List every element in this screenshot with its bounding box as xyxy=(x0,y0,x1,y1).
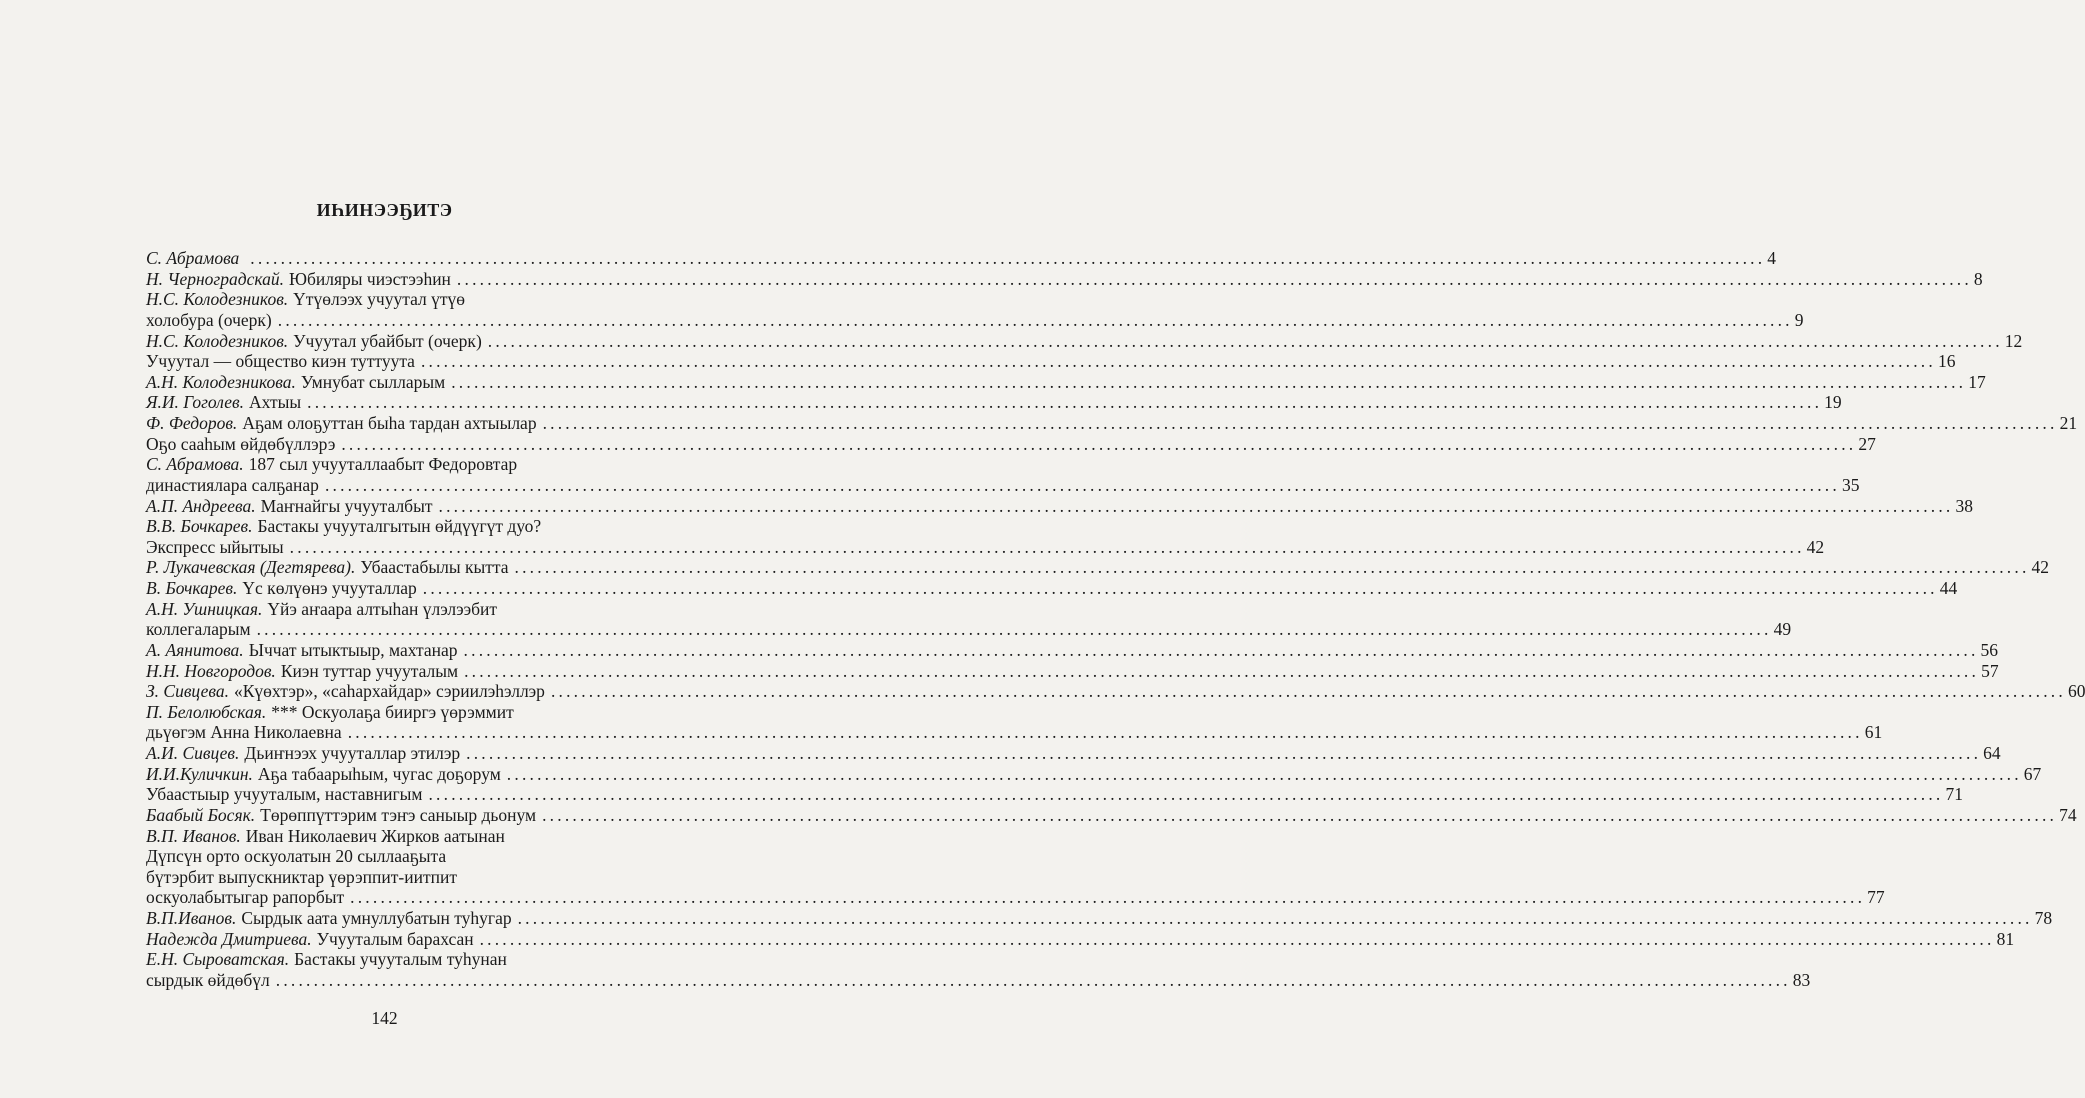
dot-leader: ........................................................................................................................................................................................................ xyxy=(256,619,1772,640)
toc-title: дьүөгэм Анна Николаевна xyxy=(146,722,342,743)
toc-author: А.Н. Ушницкая. xyxy=(146,598,263,619)
toc-line xyxy=(146,599,684,620)
toc-page-number: 27 xyxy=(1858,433,1876,454)
toc-entry xyxy=(146,701,1883,743)
toc-line xyxy=(146,536,1825,558)
toc-line xyxy=(146,887,1885,908)
toc-title: Иван Николаевич Жирков аатынан xyxy=(245,825,505,846)
dot-leader: ........................................................................................................................................................................................................ xyxy=(464,660,1980,681)
toc-entry xyxy=(146,413,2078,434)
toc-line xyxy=(146,433,1876,455)
toc-entry xyxy=(146,763,2042,785)
toc-entry xyxy=(146,784,1963,805)
toc-page-number: 81 xyxy=(1996,928,2015,949)
toc-entry xyxy=(146,681,2085,702)
toc-line xyxy=(146,248,1777,269)
toc-author: А.И. Сивцев. xyxy=(146,743,240,763)
toc-line xyxy=(146,763,2042,785)
toc-title: Үс көлүөнэ учууталлар xyxy=(242,578,417,598)
toc-author: И.И.Куличкин. xyxy=(146,763,253,784)
toc-line xyxy=(146,289,684,310)
toc-author: В. Бочкарев. xyxy=(146,578,238,598)
toc-page-number: 77 xyxy=(1867,887,1885,908)
toc-page-number: 67 xyxy=(2023,763,2042,784)
toc-title: *** Оскуолаҕа бииргэ үөрэммит xyxy=(271,701,514,722)
toc-page-number: 17 xyxy=(1968,371,1986,392)
toc-line xyxy=(146,495,1973,517)
toc-line xyxy=(146,867,684,888)
toc-line xyxy=(146,619,1792,640)
toc-title: Бастакы учууталым туһунан xyxy=(294,949,507,970)
toc-author: Ф. Федоров. xyxy=(146,413,238,433)
toc-author: Н.С. Колодезников. xyxy=(146,289,289,310)
toc-title: Киэн туттар учууталым xyxy=(280,660,459,681)
toc-page-number: 83 xyxy=(1792,969,1811,990)
toc-title: холобура (очерк) xyxy=(146,309,272,330)
toc-author: В.П.Иванов. xyxy=(146,908,237,928)
toc-title: Умнубат сылларым xyxy=(300,371,446,392)
toc-page-number: 4 xyxy=(1767,248,1777,268)
toc-title: Экспресс ыйытыы xyxy=(146,536,284,557)
toc-line xyxy=(146,392,1842,413)
dot-leader: ........................................................................................................................................................................................................ xyxy=(289,536,1805,557)
toc-line xyxy=(146,351,1956,372)
toc-page-number: 56 xyxy=(1980,639,1999,660)
dot-leader: ........................................................................................................................................................................................................ xyxy=(451,371,1967,392)
toc-line xyxy=(146,949,684,970)
toc-title: оскуолабытыгар рапорбыт xyxy=(146,887,345,908)
toc-page-number: 8 xyxy=(1973,268,1983,289)
dot-leader: ........................................................................................................................................................................................................ xyxy=(341,433,1857,454)
toc-author: А.П. Андреева. xyxy=(146,495,256,516)
toc-title: Маҥнайгы учууталбыт xyxy=(260,495,433,516)
toc-line xyxy=(146,702,684,723)
toc-line xyxy=(146,413,2078,434)
toc-page-number: 61 xyxy=(1864,722,1883,743)
dot-leader: ........................................................................................................................................................................................................ xyxy=(466,743,1982,763)
toc-page-number: 64 xyxy=(1983,743,2001,763)
page-title: ИҺИНЭЭҔИТЭ xyxy=(316,200,453,220)
toc-line xyxy=(146,846,684,867)
toc-entry xyxy=(146,454,1860,495)
toc-author: З. Сивцева. xyxy=(146,681,229,702)
toc-author: В.В. Бочкарев. xyxy=(146,516,253,537)
toc-author: С. Абрамова xyxy=(146,248,240,268)
toc-title: Үтүөлээх учуутал үтүө xyxy=(293,289,465,310)
dot-leader: ........................................................................................................................................................................................................ xyxy=(428,784,1944,805)
toc-author: Н.С. Колодезников. xyxy=(146,330,289,351)
toc-page-number: 78 xyxy=(2034,908,2053,928)
toc-title: Убаастабылы кытта xyxy=(360,557,509,578)
toc-line xyxy=(146,681,2085,702)
toc-entry xyxy=(146,949,1811,990)
toc-page-number: 60 xyxy=(2067,681,2085,702)
toc-title: бүтэрбит выпускниктар үөрэппит-иитпит xyxy=(146,866,457,887)
toc-title: Убаастыыр учууталым, наставнигым xyxy=(146,784,423,805)
toc-author: Е.Н. Сыроватская. xyxy=(146,949,290,970)
toc-entry xyxy=(146,351,1956,372)
toc-line xyxy=(146,969,1811,991)
toc-line xyxy=(146,578,1958,599)
toc-entry xyxy=(146,928,2015,950)
toc-line xyxy=(146,330,2023,352)
toc-title: сырдык өйдөбүл xyxy=(146,969,270,990)
toc-page-number: 9 xyxy=(1794,309,1804,330)
toc-title: Ыччат ытыктыыр, махтанар xyxy=(248,639,458,660)
toc-line xyxy=(146,371,1986,393)
toc-page-number: 16 xyxy=(1937,351,1956,372)
dot-leader: ........................................................................................................................................................................................................ xyxy=(347,722,1863,743)
toc-entry xyxy=(146,908,2053,929)
toc-entry xyxy=(146,268,1983,290)
toc-title: 187 сыл учууталлаабыт Федоровтар xyxy=(248,454,518,475)
toc-title: Аҕам олоҕуттан быһа тардан ахтыылар xyxy=(242,413,537,433)
toc-entry xyxy=(146,557,2050,578)
toc-line xyxy=(146,454,684,475)
dot-leader: ........................................................................................................................................................................................................ xyxy=(479,928,1995,949)
toc-line xyxy=(146,908,2053,929)
page-number: 142 xyxy=(371,1008,398,1028)
toc-title: Дьиҥнээх учууталлар этилэр xyxy=(244,743,461,763)
toc-line xyxy=(146,557,2050,578)
toc-entry xyxy=(146,804,2077,826)
toc-entry xyxy=(146,660,1999,682)
toc-line xyxy=(146,639,1999,661)
toc-page-number: 71 xyxy=(1945,784,1963,805)
toc-line xyxy=(146,474,1860,496)
toc-page-number: 19 xyxy=(1824,392,1842,413)
dot-leader: ........................................................................................................................................................................................................ xyxy=(463,639,1979,660)
toc-line xyxy=(146,660,1999,682)
toc-page-number: 12 xyxy=(2004,330,2023,351)
dot-leader: ........................................................................................................................................................................................................ xyxy=(456,268,1972,289)
toc-author: Я.И. Гоголев. xyxy=(146,392,245,413)
toc-entry xyxy=(146,495,1973,517)
toc-entry xyxy=(146,578,1958,599)
toc-entry xyxy=(146,289,1804,330)
toc-page-number: 21 xyxy=(2059,413,2078,433)
dot-leader: ........................................................................................................................................................................................................ xyxy=(550,681,2066,702)
toc-page-number: 42 xyxy=(1806,536,1825,557)
toc-line xyxy=(146,309,1804,331)
toc-page-number: 74 xyxy=(2059,804,2077,825)
toc-entry xyxy=(146,248,1777,269)
dot-leader: ........................................................................................................................................................................................................ xyxy=(350,887,1866,908)
toc-entry xyxy=(146,392,1842,413)
dot-leader: ........................................................................................................................................................................................................ xyxy=(438,495,1954,516)
toc-page-number: 49 xyxy=(1773,619,1792,640)
toc-title: Үйэ аҥаара алтыһан үлэлээбит xyxy=(267,598,498,619)
dot-leader: ........................................................................................................................................................................................................ xyxy=(420,351,1936,372)
toc-author: Н.Н. Новгородов. xyxy=(146,660,276,681)
toc-line xyxy=(146,804,2077,826)
toc-title: Учууталым барахсан xyxy=(316,928,474,949)
toc-entry xyxy=(146,825,1885,909)
toc-title: Аҕа табаарыһым, чугас доҕорум xyxy=(257,763,501,784)
toc-line xyxy=(146,826,684,847)
toc-line xyxy=(146,268,1983,290)
dot-leader: ........................................................................................................................................................................................................ xyxy=(542,804,2058,825)
toc-author: В.П. Иванов. xyxy=(146,825,241,846)
dot-leader: ........................................................................................................................................................................................................ xyxy=(517,908,2033,928)
toc-title: Учуутал — общество киэн туттуута xyxy=(146,351,415,372)
toc-title: «Күөхтэр», «саһархайдар» сэриилэһэллэр xyxy=(234,681,545,702)
toc-page-number: 57 xyxy=(1981,660,1999,681)
table-of-contents xyxy=(146,248,2085,991)
toc-title: Учуутал убайбыт (очерк) xyxy=(293,330,482,351)
toc-author: А.Н. Колодезникова. xyxy=(146,371,296,392)
toc-title: Ахтыы xyxy=(249,392,302,413)
toc-author: П. Белолюбская. xyxy=(146,701,267,722)
toc-author: Баабый Босяк. xyxy=(146,804,256,825)
toc-title: коллегаларым xyxy=(146,619,251,640)
dot-leader: ........................................................................................................................................................................................................ xyxy=(514,557,2030,578)
toc-title: Сырдык аата умнуллубатын туһугар xyxy=(241,908,512,928)
toc-entry xyxy=(146,516,1825,557)
toc-title: Бастакы учууталгытын өйдүүгүт дуо? xyxy=(257,516,542,537)
toc-title: Юбиляры чиэстээһин xyxy=(288,268,451,289)
toc-entry xyxy=(146,330,2023,352)
toc-entry xyxy=(146,371,1986,393)
toc-page-number: 35 xyxy=(1841,474,1860,495)
toc-line xyxy=(146,743,2001,764)
dot-leader: ........................................................................................................................................................................................................ xyxy=(307,392,1823,413)
toc-page-number: 44 xyxy=(1939,578,1958,598)
toc-line xyxy=(146,516,684,537)
toc-title: династиялара салҕанар xyxy=(146,474,319,495)
toc-line xyxy=(146,784,1963,805)
toc-author: А. Аянитова. xyxy=(146,639,244,660)
toc-entry xyxy=(146,433,1876,455)
toc-entry xyxy=(146,598,1792,640)
toc-author: Надежда Дмитриева. xyxy=(146,928,312,949)
toc-page-number: 42 xyxy=(2031,557,2050,578)
toc-author: С. Абрамова. xyxy=(146,454,244,475)
toc-author: Н. Черноградскай. xyxy=(146,268,284,289)
dot-leader: ........................................................................................................................................................................................................ xyxy=(250,248,1766,268)
dot-leader: ........................................................................................................................................................................................................ xyxy=(542,413,2058,433)
toc-line xyxy=(146,928,2015,950)
dot-leader: ........................................................................................................................................................................................................ xyxy=(324,474,1840,495)
dot-leader: ........................................................................................................................................................................................................ xyxy=(275,969,1791,990)
toc-entry xyxy=(146,743,2001,764)
dot-leader: ........................................................................................................................................................................................................ xyxy=(422,578,1938,598)
toc-title: Төрөппүттэрим тэҥэ саныыр дьонум xyxy=(260,804,537,825)
toc-title: Оҕо сааһым өйдөбүллэрэ xyxy=(146,433,336,454)
toc-page-number: 38 xyxy=(1955,495,1973,516)
dot-leader: ........................................................................................................................................................................................................ xyxy=(506,763,2022,784)
toc-entry xyxy=(146,639,1999,661)
toc-line xyxy=(146,722,1883,743)
dot-leader: ........................................................................................................................................................................................................ xyxy=(277,309,1793,330)
toc-title: Дүпсүн орто оскуолатын 20 сыллааҕыта xyxy=(146,846,447,867)
toc-author: Р. Лукачевская (Дегтярева). xyxy=(146,557,356,578)
dot-leader: ........................................................................................................................................................................................................ xyxy=(487,330,2003,351)
